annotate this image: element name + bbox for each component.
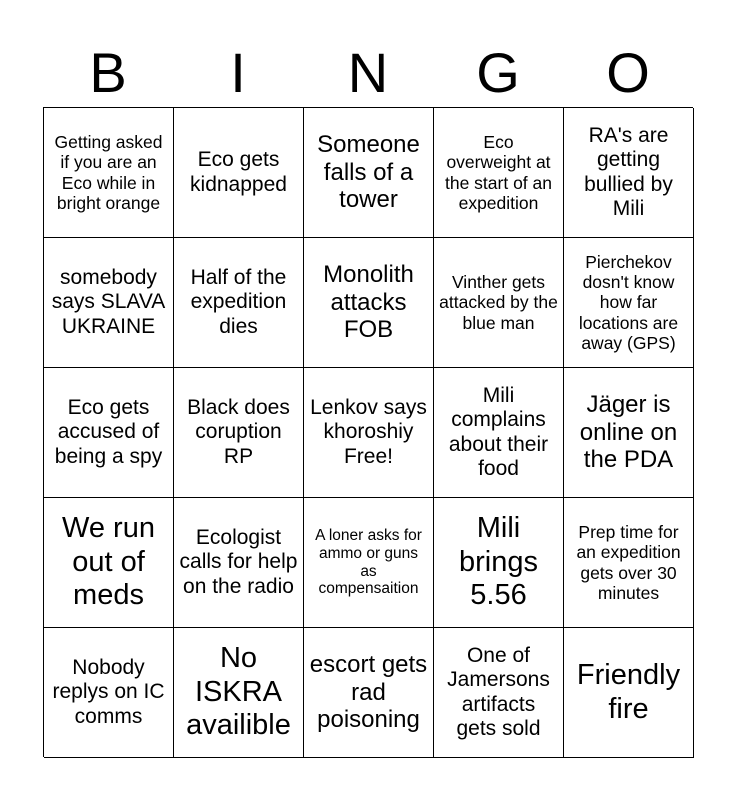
bingo-cell-text: RA's are getting bullied by Mili: [584, 123, 673, 220]
header-letter-i: I: [230, 41, 246, 104]
bingo-cell[interactable]: [174, 108, 304, 238]
bingo-cell-text: Eco overweight at the start of an expedition: [444, 131, 552, 213]
bingo-cell[interactable]: [304, 628, 434, 758]
bingo-cell[interactable]: [304, 368, 434, 498]
bingo-cell[interactable]: [434, 238, 564, 368]
bingo-cell[interactable]: [564, 108, 694, 238]
bingo-cell[interactable]: [44, 628, 174, 758]
header-letter-b: B: [89, 41, 127, 104]
bingo-cell-text: Mili complains about their food: [448, 383, 549, 480]
bingo-cell[interactable]: [44, 498, 174, 628]
bingo-cell-text: escort gets rad poisoning: [309, 650, 428, 734]
bingo-cell[interactable]: [564, 238, 694, 368]
bingo-cell-text: Vinther gets attacked by the blue man: [439, 272, 558, 333]
header-letter-g: G: [476, 41, 520, 104]
bingo-cell-text: No ISKRA availible: [186, 642, 291, 742]
bingo-cell-text: somebody says SLAVA UKRAINE: [51, 265, 166, 338]
bingo-cell-text: Monolith attacks FOB: [323, 260, 414, 344]
bingo-cell-text: Nobody replys on IC comms: [52, 655, 165, 728]
bingo-cell[interactable]: [304, 108, 434, 238]
bingo-cell[interactable]: [564, 628, 694, 758]
bingo-cell-text: Getting asked if you are an Eco while in bright orange: [54, 131, 163, 213]
bingo-cell-text: Prep time for an expedition gets over 30 minutes: [576, 521, 681, 603]
bingo-cell[interactable]: [44, 238, 174, 368]
bingo-cell[interactable]: [44, 108, 174, 238]
bingo-board: [43, 107, 693, 757]
bingo-cell[interactable]: [304, 498, 434, 628]
bingo-cell[interactable]: [564, 368, 694, 498]
bingo-cell-text: Jäger is online on the PDA: [579, 390, 678, 474]
bingo-cell-text: Someone falls of a tower: [317, 130, 420, 214]
bingo-cell[interactable]: [434, 498, 564, 628]
bingo-cell[interactable]: [434, 368, 564, 498]
bingo-cell-text: We run out of meds: [62, 512, 155, 612]
bingo-cell[interactable]: [304, 238, 434, 368]
bingo-cell[interactable]: [174, 498, 304, 628]
bingo-cell[interactable]: [174, 368, 304, 498]
bingo-cell-text: Friendly fire: [576, 658, 681, 725]
header-letter-o: O: [606, 41, 650, 104]
bingo-cell-text: Pierchekov dosn't know how far locations are away (GPS): [578, 251, 679, 353]
bingo-cell-text: One of Jamersons artifacts gets sold: [447, 643, 550, 740]
bingo-cell-text: Eco gets kidnapped: [190, 148, 287, 196]
bingo-cell-text: Half of the expedition dies: [190, 265, 287, 338]
bingo-cell[interactable]: [44, 368, 174, 498]
bingo-cell[interactable]: [434, 108, 564, 238]
bingo-cell[interactable]: [174, 238, 304, 368]
bingo-cell[interactable]: [564, 498, 694, 628]
bingo-cell-text: Mili brings 5.56: [459, 512, 538, 612]
bingo-header: [43, 40, 693, 106]
bingo-cell-text: Black does coruption RP: [187, 395, 290, 468]
bingo-cell-text: Lenkov says khoroshiy Free!: [310, 395, 427, 468]
bingo-cell-text: Eco gets accused of being a spy: [54, 395, 163, 468]
bingo-cell-text: Ecologist calls for help on the radio: [179, 525, 298, 598]
bingo-cell-text: A loner asks for ammo or guns as compensaition: [315, 526, 422, 598]
bingo-cell[interactable]: [434, 628, 564, 758]
header-letter-n: N: [347, 41, 389, 104]
bingo-cell[interactable]: [174, 628, 304, 758]
